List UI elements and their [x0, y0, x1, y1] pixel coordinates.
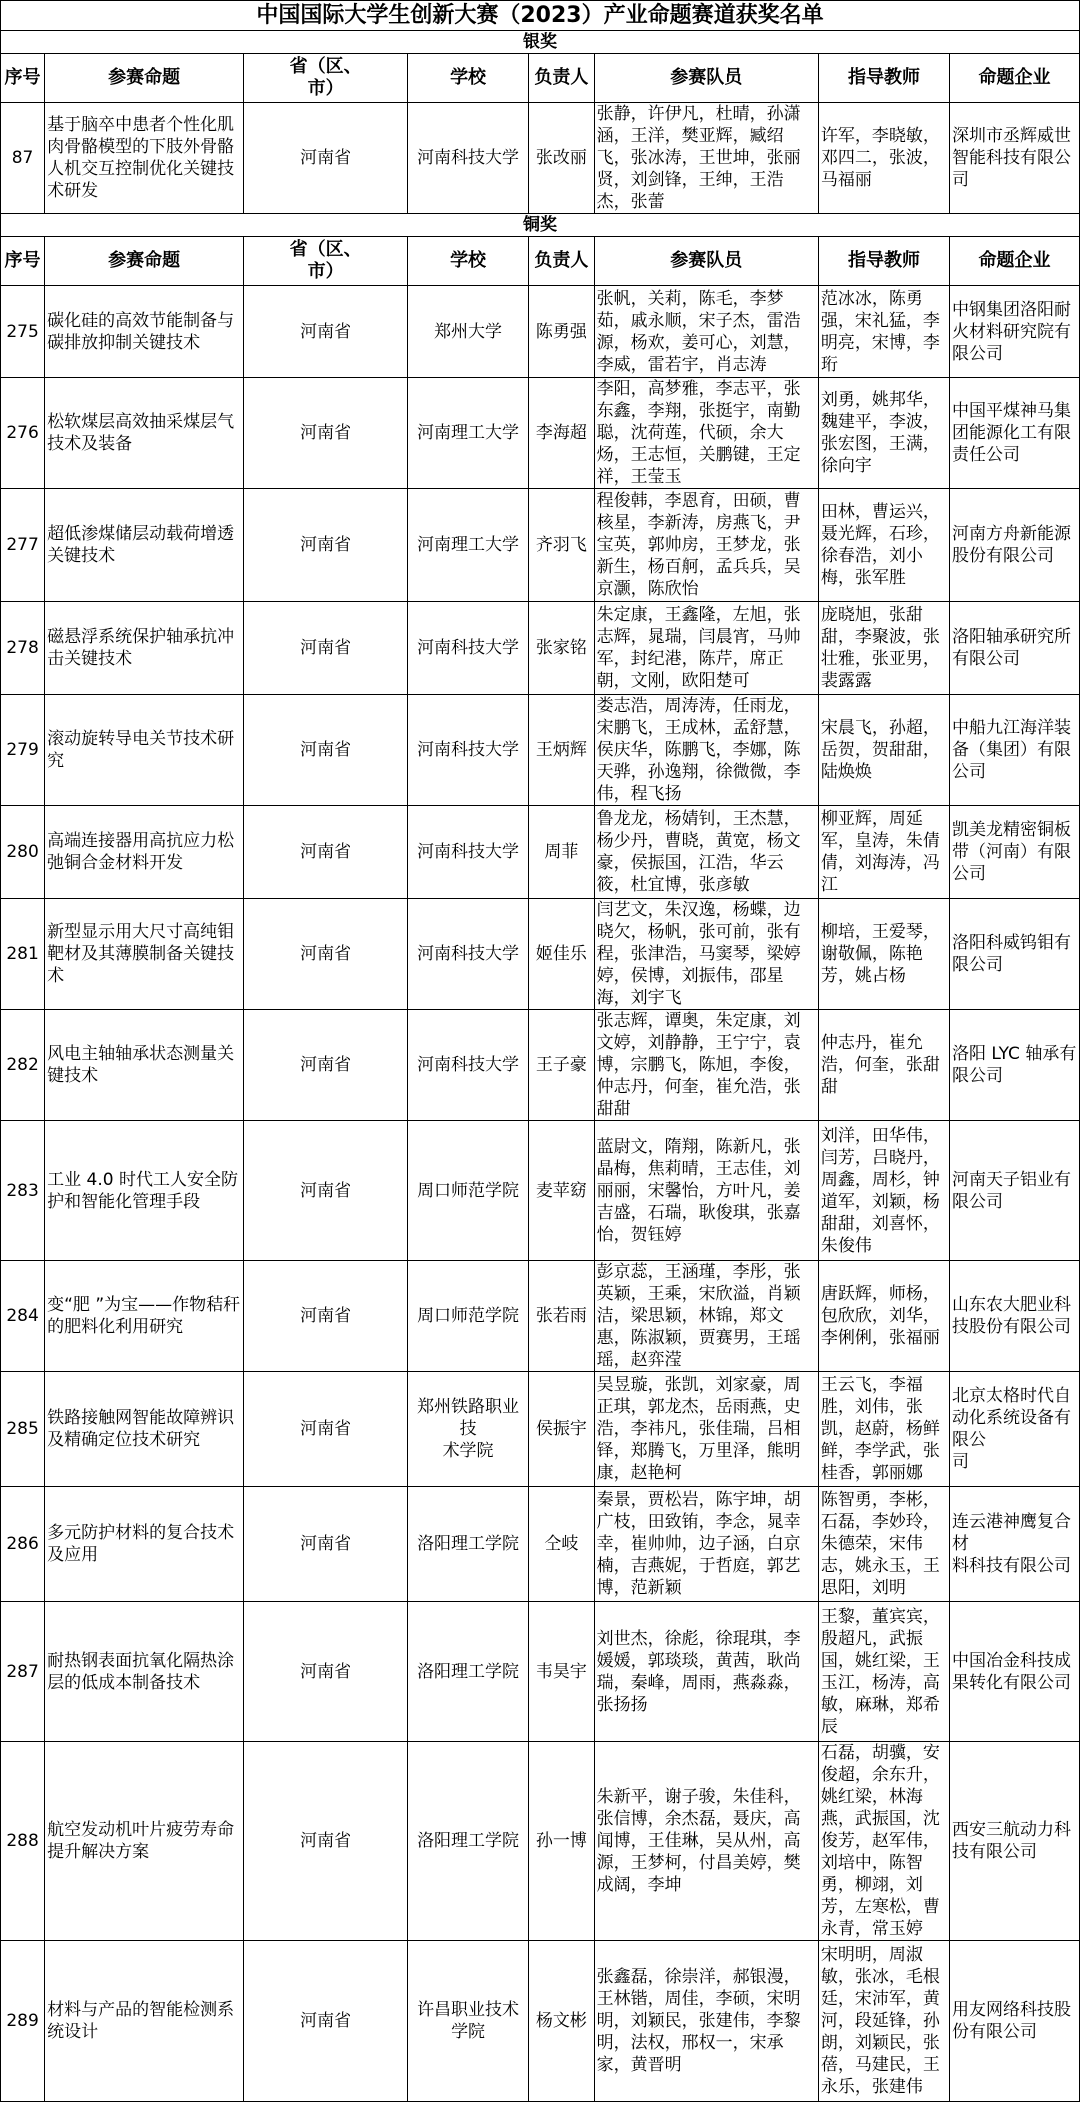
column-header: 负责人 [529, 54, 595, 103]
cell-teachers: 宋晨飞，孙超，岳贺，贺甜甜，陆焕焕 [818, 695, 949, 806]
cell-company: 山东农大肥业科技股份有限公司 [949, 1261, 1079, 1372]
cell-school: 周口师范学院 [408, 1261, 529, 1372]
column-header: 参赛命题 [45, 237, 244, 286]
cell-no: 281 [1, 899, 45, 1010]
cell-teachers: 庞晓旭，张甜甜，李聚波，张壮雅，张亚男，裴露露 [818, 602, 949, 695]
cell-leader: 张家铭 [529, 602, 595, 695]
section-title: 铜奖 [1, 214, 1080, 237]
cell-teachers: 宋明明，周淑敏，张冰，毛根廷，宋沛军，黄河，段延锋，孙朗，刘颖民，张蓓，马建民，王永乐，张建伟 [818, 1941, 949, 2102]
cell-topic: 耐热钢表面抗氧化隔热涂层的低成本制备技术 [45, 1602, 244, 1742]
cell-province: 河南省 [244, 899, 408, 1010]
cell-topic: 基于脑卒中患者个性化肌肉骨骼模型的下肢外骨骼人机交互控制优化关键技术研发 [45, 103, 244, 214]
cell-teachers: 柳培，王爱琴，谢敬佩，陈艳芳，姚占杨 [818, 899, 949, 1010]
cell-province: 河南省 [244, 1261, 408, 1372]
cell-members: 张鑫磊，徐崇洋，郝银漫，王林锴，周佳，李硕，宋明明，刘颖民，张建伟，李黎明，法权，邢权一，宋承家，黄晋明 [594, 1941, 818, 2102]
cell-no: 278 [1, 602, 45, 695]
cell-topic: 滚动旋转导电关节技术研究 [45, 695, 244, 806]
cell-company: 中国冶金科技成果转化有限公司 [949, 1602, 1079, 1742]
cell-province: 河南省 [244, 1941, 408, 2102]
cell-no: 287 [1, 1602, 45, 1742]
cell-leader: 孙一博 [529, 1742, 595, 1941]
column-header: 序号 [1, 237, 45, 286]
cell-company: 西安三航动力科技有限公司 [949, 1742, 1079, 1941]
cell-province: 河南省 [244, 1121, 408, 1261]
cell-members: 朱新平，谢子骏，朱佳科，张信博，余杰磊，聂庆，高闻博，王佳琳，吴从州，高源，王梦柯，付昌美婷，樊成阔，李坤 [594, 1742, 818, 1941]
section-title: 银奖 [1, 31, 1080, 54]
cell-school: 河南科技大学 [408, 806, 529, 899]
cell-company: 中国平煤神马集团能源化工有限责任公司 [949, 378, 1079, 489]
cell-members: 吴昱璇，张凯，刘家豪，周正琪，郭龙杰，岳雨燕，史浩，李祎凡，张佳瑞，吕相铎，郑腾飞，万里泽，熊明康，赵艳柯 [594, 1372, 818, 1487]
cell-members: 闫艺文，朱汉逸，杨蝶，边晓欠，杨帆，张可前，张有程，张津浩，马窦琴，梁婷婷，侯博，刘振伟，邵星海，刘宇飞 [594, 899, 818, 1010]
column-header: 指导教师 [818, 54, 949, 103]
column-header: 序号 [1, 54, 45, 103]
cell-members: 张静，许伊凡，杜晴，孙潇涵，王洋，樊亚辉，臧绍飞，张冰涛，王世坤，张丽贤，刘剑锋，王绅，王浩杰，张蕾 [594, 103, 818, 214]
column-header: 命题企业 [949, 237, 1079, 286]
cell-school: 周口师范学院 [408, 1121, 529, 1261]
table-row [1, 103, 1080, 214]
cell-leader: 张改丽 [529, 103, 595, 214]
header-row [1, 237, 1080, 286]
table-row [1, 1121, 1080, 1261]
cell-province: 河南省 [244, 378, 408, 489]
cell-company: 中船九江海洋装备（集团）有限公司 [949, 695, 1079, 806]
page-title: 中国国际大学生创新大赛（2023）产业命题赛道获奖名单 [1, 1, 1080, 31]
section-row [1, 31, 1080, 54]
cell-members: 鲁龙龙，杨婧钊，王杰慧，杨少丹，曹晓，黄宽，杨文豪，侯振国，江浩，华云筱，杜宜博，张彦敏 [594, 806, 818, 899]
table-row [1, 1487, 1080, 1602]
cell-school: 洛阳理工学院 [408, 1487, 529, 1602]
cell-province: 河南省 [244, 1742, 408, 1941]
cell-topic: 材料与产品的智能检测系统设计 [45, 1941, 244, 2102]
cell-company: 洛阳科威钨钼有限公司 [949, 899, 1079, 1010]
cell-company: 用友网络科技股份有限公司 [949, 1941, 1079, 2102]
cell-topic: 磁悬浮系统保护轴承抗冲击关键技术 [45, 602, 244, 695]
cell-school: 河南理工大学 [408, 489, 529, 602]
cell-leader: 杨文彬 [529, 1941, 595, 2102]
cell-company: 凯美龙精密铜板带（河南）有限公司 [949, 806, 1079, 899]
cell-company: 洛阳 LYC 轴承有限公司 [949, 1010, 1079, 1121]
cell-no: 286 [1, 1487, 45, 1602]
cell-school: 河南科技大学 [408, 103, 529, 214]
cell-leader: 韦昊宇 [529, 1602, 595, 1742]
column-header: 参赛队员 [594, 237, 818, 286]
cell-topic: 超低渗煤储层动载荷增透关键技术 [45, 489, 244, 602]
cell-teachers: 刘勇，姚邦华，魏建平，李波，张宏图，王满，徐向宇 [818, 378, 949, 489]
cell-province: 河南省 [244, 806, 408, 899]
cell-company: 中钢集团洛阳耐火材料研究院有限公司 [949, 286, 1079, 378]
cell-topic: 航空发动机叶片疲劳寿命提升解决方案 [45, 1742, 244, 1941]
cell-leader: 陈勇强 [529, 286, 595, 378]
cell-teachers: 许军，李晓敏，邓四二，张波，马福丽 [818, 103, 949, 214]
header-row [1, 54, 1080, 103]
cell-no: 276 [1, 378, 45, 489]
cell-school: 河南科技大学 [408, 695, 529, 806]
column-header: 参赛命题 [45, 54, 244, 103]
cell-topic: 变“肥 ”为宝——作物秸秆的肥料化利用研究 [45, 1261, 244, 1372]
cell-no: 87 [1, 103, 45, 214]
cell-no: 282 [1, 1010, 45, 1121]
cell-no: 285 [1, 1372, 45, 1487]
cell-teachers: 唐跃辉，师杨，包欣欣，刘华，李俐俐，张福丽 [818, 1261, 949, 1372]
cell-topic: 多元防护材料的复合技术及应用 [45, 1487, 244, 1602]
cell-topic: 松软煤层高效抽采煤层气技术及装备 [45, 378, 244, 489]
cell-school: 许昌职业技术学院 [408, 1941, 529, 2102]
cell-topic: 碳化硅的高效节能制备与碳排放抑制关键技术 [45, 286, 244, 378]
table-row [1, 602, 1080, 695]
cell-members: 秦景，贾松岩，陈宇坤，胡广枝，田致铕，李念，晁幸幸，崔帅帅，边子涵，白京楠，吉燕妮，于哲庭，郭艺博，范新颖 [594, 1487, 818, 1602]
cell-province: 河南省 [244, 489, 408, 602]
cell-school: 河南科技大学 [408, 1010, 529, 1121]
table-row [1, 1372, 1080, 1487]
cell-school: 洛阳理工学院 [408, 1742, 529, 1941]
cell-members: 彭京蕊，王涵瑾，李彤，张英颖，王乘，宋欣溢，肖颖洁，梁思颖，林锦，郑文惠，陈淑颖，贾赛男，王瑶瑶，赵弈滢 [594, 1261, 818, 1372]
cell-school: 郑州大学 [408, 286, 529, 378]
cell-no: 275 [1, 286, 45, 378]
column-header: 负责人 [529, 237, 595, 286]
cell-teachers: 王云飞，李福胜，刘伟，张凯，赵蔚，杨鲜鲜，李学武，张桂香，郭丽娜 [818, 1372, 949, 1487]
cell-school: 河南科技大学 [408, 602, 529, 695]
table-row [1, 899, 1080, 1010]
cell-leader: 齐羽飞 [529, 489, 595, 602]
column-header: 省（区、 市） [244, 237, 408, 286]
cell-province: 河南省 [244, 1010, 408, 1121]
cell-school: 河南理工大学 [408, 378, 529, 489]
cell-leader: 周菲 [529, 806, 595, 899]
cell-topic: 高端连接器用高抗应力松 弛铜合金材料开发 [45, 806, 244, 899]
column-header: 命题企业 [949, 54, 1079, 103]
cell-members: 李阳，高梦雅，李志平，张东鑫，李翔，张挺宇，南勤聪，沈荷莲，代硕，余大炀，王志恒，关鹏键，王定祥，王莹玉 [594, 378, 818, 489]
cell-leader: 仝岐 [529, 1487, 595, 1602]
cell-teachers: 王黎，董宾宾，殷超凡，武振国，姚红梁，王玉江，杨涛，高敏，麻琳，郑希辰 [818, 1602, 949, 1742]
cell-teachers: 田林，曹运兴，聂光辉，石珍，徐春浩，刘小梅，张军胜 [818, 489, 949, 602]
cell-company: 北京太格时代自动化系统设备有限公 司 [949, 1372, 1079, 1487]
title-row [1, 1, 1080, 31]
cell-province: 河南省 [244, 602, 408, 695]
table-row [1, 378, 1080, 489]
cell-no: 279 [1, 695, 45, 806]
cell-topic: 风电主轴轴承状态测量关键技术 [45, 1010, 244, 1121]
cell-members: 程俊韩，李恩育，田硕，曹核星，李新涛，房燕飞，尹宝英，郭帅房，王梦龙，张新生，杨百舸，孟兵兵，吴京灏，陈欣怡 [594, 489, 818, 602]
cell-leader: 李海超 [529, 378, 595, 489]
cell-no: 289 [1, 1941, 45, 2102]
cell-province: 河南省 [244, 695, 408, 806]
cell-province: 河南省 [244, 286, 408, 378]
table-row [1, 286, 1080, 378]
table-row [1, 1010, 1080, 1121]
cell-teachers: 柳亚辉，周延军，皇涛，朱倩倩，刘海涛，冯江 [818, 806, 949, 899]
table-row [1, 1941, 1080, 2102]
cell-school: 洛阳理工学院 [408, 1602, 529, 1742]
column-header: 学校 [408, 54, 529, 103]
cell-company: 洛阳轴承研究所有限公司 [949, 602, 1079, 695]
cell-company: 深圳市丞辉威世智能科技有限公司 [949, 103, 1079, 214]
cell-province: 河南省 [244, 103, 408, 214]
column-header: 省（区、 市） [244, 54, 408, 103]
cell-topic: 铁路接触网智能故障辨识及精确定位技术研究 [45, 1372, 244, 1487]
cell-province: 河南省 [244, 1602, 408, 1742]
column-header: 学校 [408, 237, 529, 286]
cell-school: 郑州铁路职业技 术学院 [408, 1372, 529, 1487]
cell-members: 朱定康，王鑫隆，左旭，张志辉，晁瑞，闫晨宵，马帅军，封纪港，陈芹，席正朝，文刚，欧阳楚可 [594, 602, 818, 695]
table-row [1, 806, 1080, 899]
cell-teachers: 刘洋，田华伟，闫芳，吕晓丹，周鑫，周杉，钟道军，刘颖，杨甜甜，刘喜怀，朱俊伟 [818, 1121, 949, 1261]
column-header: 参赛队员 [594, 54, 818, 103]
cell-no: 280 [1, 806, 45, 899]
cell-leader: 姬佳乐 [529, 899, 595, 1010]
cell-company: 河南天子铝业有限公司 [949, 1121, 1079, 1261]
column-header: 指导教师 [818, 237, 949, 286]
cell-members: 蓝尉文，隋翔，陈新凡，张晶梅，焦莉晴，王志佳，刘丽丽，宋馨怡，方叶凡，姜吉盛，石瑞，耿俊琪，张嘉怡，贺钰婷 [594, 1121, 818, 1261]
table-row [1, 1602, 1080, 1742]
cell-teachers: 仲志丹，崔允浩，何奎，张甜甜 [818, 1010, 949, 1121]
cell-no: 284 [1, 1261, 45, 1372]
table-row [1, 489, 1080, 602]
cell-members: 娄志浩，周涛涛，任雨龙，宋鹏飞，王成林，孟舒慧，侯庆华，陈鹏飞，李娜，陈天骅，孙逸翔，徐微微，李伟，程飞扬 [594, 695, 818, 806]
cell-no: 283 [1, 1121, 45, 1261]
cell-topic: 工业 4.0 时代工人安全防护和智能化管理手段 [45, 1121, 244, 1261]
cell-teachers: 范冰冰，陈勇强，宋礼猛，李明亮，宋博，李珩 [818, 286, 949, 378]
cell-topic: 新型显示用大尺寸高纯钼靶材及其薄膜制备关键技 术 [45, 899, 244, 1010]
cell-company: 连云港神鹰复合材 料科技有限公司 [949, 1487, 1079, 1602]
cell-leader: 王炳辉 [529, 695, 595, 806]
cell-leader: 张若雨 [529, 1261, 595, 1372]
cell-teachers: 陈智勇，李彬，石磊，李妙玲，朱德荣，宋伟志，姚永玉，王思阳，刘明 [818, 1487, 949, 1602]
cell-teachers: 石磊，胡骥，安俊超，余东升，姚红梁，林海燕，武振国，沈俊芳，赵军伟，刘培中，陈智勇，柳翊，刘芳，左寒松，曹永青，常玉婷 [818, 1742, 949, 1941]
cell-members: 张志辉，谭奥，朱定康，刘文婷，刘静静，王宁宁，袁博，宗鹏飞，陈旭，李俊，仲志丹，何奎，崔允浩，张甜甜 [594, 1010, 818, 1121]
table-row [1, 1742, 1080, 1941]
cell-province: 河南省 [244, 1372, 408, 1487]
cell-school: 河南科技大学 [408, 899, 529, 1010]
cell-members: 刘世杰，徐彪，徐琨琪，李媛媛，郭琰琰，黄茜，耿尚瑞，秦峰，周雨，燕淼淼，张扬扬 [594, 1602, 818, 1742]
cell-leader: 麦苹窈 [529, 1121, 595, 1261]
cell-company: 河南方舟新能源股份有限公司 [949, 489, 1079, 602]
cell-leader: 王子豪 [529, 1010, 595, 1121]
table-row [1, 1261, 1080, 1372]
section-row [1, 214, 1080, 237]
cell-leader: 侯振宇 [529, 1372, 595, 1487]
cell-province: 河南省 [244, 1487, 408, 1602]
cell-no: 277 [1, 489, 45, 602]
cell-no: 288 [1, 1742, 45, 1941]
table-row [1, 695, 1080, 806]
cell-members: 张帆，关莉，陈毛，李梦茹，戚永顺，宋子杰，雷浩源，杨欢，姜可心，刘慧，李威，雷若宇，肖志涛 [594, 286, 818, 378]
